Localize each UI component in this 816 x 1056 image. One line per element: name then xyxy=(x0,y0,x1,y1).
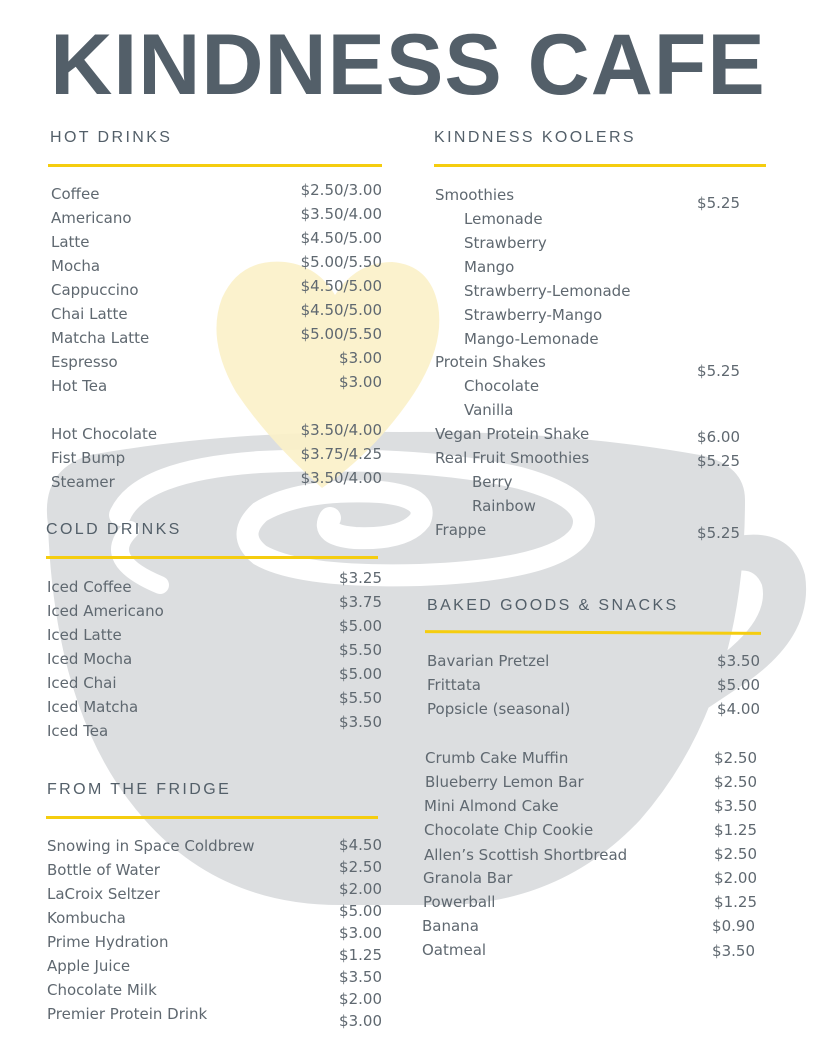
fridge-divider xyxy=(46,816,378,819)
menu-item-name: Smoothies xyxy=(435,186,515,204)
menu-item-price: $3.25 xyxy=(339,569,382,587)
menu-item-price: $3.50 xyxy=(339,713,382,731)
menu-item-price: $1.25 xyxy=(339,946,382,964)
cold-drinks-heading: COLD DRINKS xyxy=(46,521,182,538)
menu-item-name: Vegan Protein Shake xyxy=(435,425,590,443)
menu-item-price: $5.00/5.50 xyxy=(300,253,382,271)
menu-item-price: $3.50 xyxy=(717,652,760,670)
menu-item-name: Steamer xyxy=(51,473,115,491)
menu-item-name: Mango-Lemonade xyxy=(464,330,599,348)
menu-item-price: $3.75/4.25 xyxy=(300,445,382,463)
koolers-heading: KINDNESS KOOLERS xyxy=(434,129,637,146)
koolers-divider xyxy=(434,164,766,167)
menu-item-name: Allen’s Scottish Shortbread xyxy=(424,846,628,864)
menu-item-name: Hot Tea xyxy=(51,377,108,395)
fridge-heading: FROM THE FRIDGE xyxy=(47,781,232,798)
menu-item-name: Prime Hydration xyxy=(47,933,169,951)
menu-item-name: Bavarian Pretzel xyxy=(427,652,550,670)
menu-item-name: Chocolate xyxy=(464,377,540,395)
menu-item-name: Chocolate Chip Cookie xyxy=(424,821,594,839)
menu-item-price: $4.50 xyxy=(339,836,382,854)
menu-item-name: Bottle of Water xyxy=(47,861,160,879)
menu-item-price: $4.00 xyxy=(717,700,760,718)
menu-item-name: Snowing in Space Coldbrew xyxy=(47,837,255,855)
menu-item-price: $3.00 xyxy=(339,349,382,367)
menu-item-price: $5.00 xyxy=(339,665,382,683)
menu-item-price: $2.50 xyxy=(714,773,757,791)
menu-item-name: Espresso xyxy=(51,353,118,371)
menu-item-name: Strawberry-Lemonade xyxy=(464,282,631,300)
menu-item-name: Mocha xyxy=(51,257,101,275)
menu-item-price: $2.50/3.00 xyxy=(300,181,382,199)
menu-item-name: Iced Matcha xyxy=(47,698,139,716)
menu-item-name: Granola Bar xyxy=(423,869,513,887)
menu-item-price: $2.50 xyxy=(714,845,757,863)
menu-item-price: $5.50 xyxy=(339,689,382,707)
menu-item-name: Banana xyxy=(422,917,479,935)
menu-item-name: Mini Almond Cake xyxy=(424,797,559,815)
menu-item-price: $5.00 xyxy=(339,902,382,920)
menu-item-price: $3.50 xyxy=(714,797,757,815)
menu-item-name: Blueberry Lemon Bar xyxy=(425,773,584,791)
menu-item-name: Iced Coffee xyxy=(47,578,132,596)
menu-item-price: $1.25 xyxy=(714,821,757,839)
menu-item-name: Strawberry-Mango xyxy=(464,306,603,324)
menu-item-price: $1.25 xyxy=(714,893,757,911)
menu-item-name: Rainbow xyxy=(472,497,536,515)
cold-drinks-divider xyxy=(46,556,378,559)
menu-item-price: $3.00 xyxy=(339,373,382,391)
menu-item-name: Cappuccino xyxy=(51,281,139,299)
menu-item-price: $5.25 xyxy=(697,194,740,212)
menu-item-price: $4.50/5.00 xyxy=(300,277,382,295)
menu-item-name: Iced Latte xyxy=(47,626,122,644)
menu-item-name: Real Fruit Smoothies xyxy=(435,449,590,467)
menu-item-price: $5.25 xyxy=(697,452,740,470)
menu-item-name: Matcha Latte xyxy=(51,329,150,347)
menu-item-name: Iced Americano xyxy=(47,602,164,620)
menu-item-name: Apple Juice xyxy=(47,957,131,975)
menu-item-price: $3.00 xyxy=(339,1012,382,1030)
menu-item-name: Oatmeal xyxy=(422,941,487,959)
menu-item-name: Crumb Cake Muffin xyxy=(425,749,569,767)
menu-item-price: $0.90 xyxy=(712,917,755,935)
menu-item-price: $5.00 xyxy=(339,617,382,635)
menu-item-name: Iced Chai xyxy=(47,674,117,692)
hot-drinks-heading: HOT DRINKS xyxy=(50,129,173,146)
menu-item-price: $4.50/5.00 xyxy=(300,301,382,319)
menu-item-name: LaCroix Seltzer xyxy=(47,885,160,903)
menu-item-name: Vanilla xyxy=(464,401,514,419)
baked-heading: BAKED GOODS & SNACKS xyxy=(427,597,679,614)
menu-item-price: $2.00 xyxy=(339,880,382,898)
menu-item-name: Protein Shakes xyxy=(435,353,546,371)
menu-item-name: Premier Protein Drink xyxy=(47,1005,208,1023)
menu-item-name: Hot Chocolate xyxy=(51,425,158,443)
menu-item-name: Lemonade xyxy=(464,210,543,228)
menu-item-name: Coffee xyxy=(51,185,100,203)
menu-item-name: Chocolate Milk xyxy=(47,981,157,999)
menu-item-name: Powerball xyxy=(423,893,496,911)
menu-item-price: $6.00 xyxy=(697,428,740,446)
page-title: KINDNESS CAFE xyxy=(50,17,766,113)
menu-item-price: $3.50/4.00 xyxy=(300,205,382,223)
menu-item-name: Popsicle (seasonal) xyxy=(427,700,571,718)
menu-item-price: $2.50 xyxy=(714,749,757,767)
menu-item-name: Frappe xyxy=(435,521,487,539)
menu-item-price: $3.50 xyxy=(712,942,755,960)
menu-item-price: $3.75 xyxy=(339,593,382,611)
hot-drinks-divider xyxy=(48,164,382,167)
menu-item-price: $5.25 xyxy=(697,362,740,380)
menu-item-price: $3.00 xyxy=(339,924,382,942)
menu-item-name: Americano xyxy=(51,209,132,227)
menu-item-price: $3.50/4.00 xyxy=(300,421,382,439)
menu-item-price: $5.25 xyxy=(697,524,740,542)
menu-item-price: $5.00 xyxy=(717,676,760,694)
menu-item-name: Kombucha xyxy=(47,909,126,927)
menu-item-name: Fist Bump xyxy=(51,449,126,467)
menu-item-price: $2.00 xyxy=(714,869,757,887)
menu-item-price: $5.50 xyxy=(339,641,382,659)
menu-item-name: Iced Tea xyxy=(47,722,109,740)
menu-item-name: Berry xyxy=(472,473,513,491)
menu-item-price: $2.50 xyxy=(339,858,382,876)
menu-item-name: Chai Latte xyxy=(51,305,128,323)
menu-item-name: Latte xyxy=(51,233,90,251)
menu-item-price: $5.00/5.50 xyxy=(300,325,382,343)
menu-item-price: $3.50/4.00 xyxy=(300,469,382,487)
menu-item-name: Strawberry xyxy=(464,234,547,252)
menu-item-price: $3.50 xyxy=(339,968,382,986)
menu-item-price: $4.50/5.00 xyxy=(300,229,382,247)
menu-item-name: Frittata xyxy=(427,676,481,694)
menu-item-name: Iced Mocha xyxy=(47,650,133,668)
menu-item-name: Mango xyxy=(464,258,515,276)
menu-item-price: $2.00 xyxy=(339,990,382,1008)
